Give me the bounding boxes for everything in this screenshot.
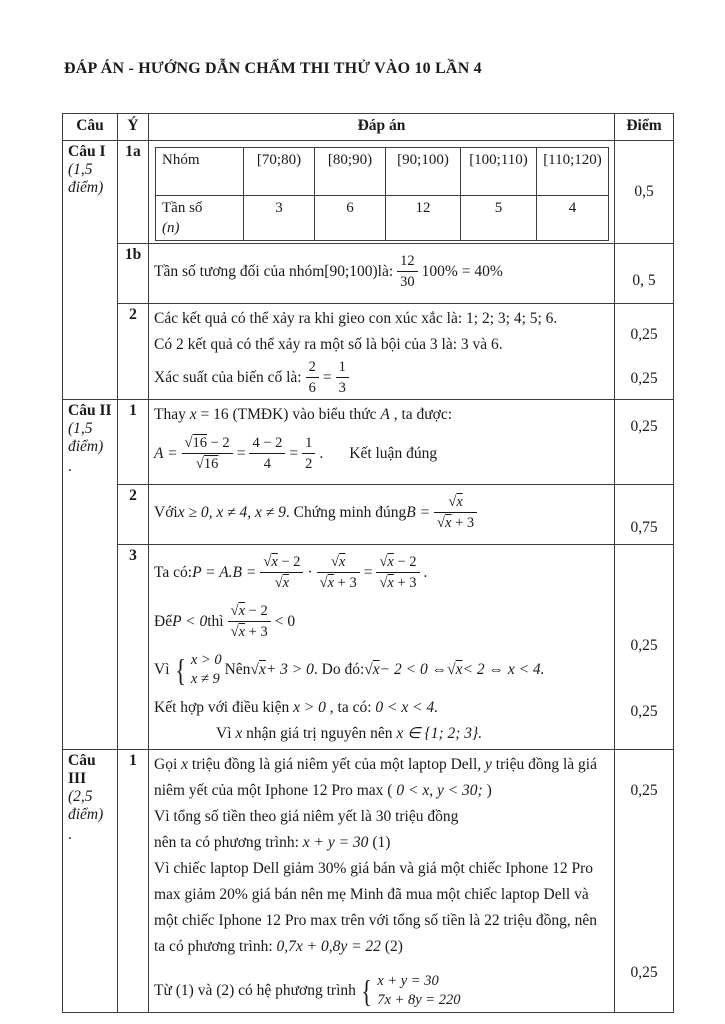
math-run: P < 0 <box>172 612 208 630</box>
question-2-name: Câu II <box>68 402 112 419</box>
text-run: (1) <box>372 834 391 851</box>
text-run: Tần số tương đối của nhóm <box>154 262 325 280</box>
part-1b-id: 1b <box>118 244 149 304</box>
fraction-numerator: 1 <box>302 434 315 454</box>
question-3-name: Câu III <box>68 752 96 787</box>
frequency-value: 5 <box>461 196 537 241</box>
fraction-numerator <box>228 602 271 622</box>
part-iii1-id: 1 <box>118 750 149 1013</box>
text-run: nhận giá trị nguyên nên <box>246 725 397 742</box>
score-ii3-cell <box>615 545 674 750</box>
math-run: x + y = 30 <box>302 834 369 851</box>
frequency-table <box>155 147 609 241</box>
score-value: 0,25 <box>630 782 658 799</box>
frequency-label-sub: (n) <box>162 220 180 236</box>
question-3-label-cell <box>63 750 118 1013</box>
radicand: x <box>387 554 394 570</box>
answer-line: Có 2 kết quả có thể xảy ra một số là bội của 3 là: 3 và 6. <box>154 336 503 353</box>
math-run: 0 < x < 4. <box>375 699 439 716</box>
table-row <box>63 400 674 485</box>
table-row <box>63 244 674 304</box>
table-row <box>63 485 674 545</box>
text-run: Thay <box>154 406 190 423</box>
question-2-dot: . <box>68 458 72 475</box>
score-value: 0,25 <box>630 370 658 387</box>
radicand: 16 <box>192 435 207 451</box>
text-run: Nên <box>224 661 251 678</box>
group-label: Nhóm <box>156 148 244 196</box>
score-iii1-cell <box>615 750 674 1013</box>
fraction <box>376 553 419 592</box>
part-2-id: 2 <box>118 304 149 400</box>
math-run: P = A.B = <box>192 563 257 581</box>
part-ii2-id: 2 <box>118 485 149 545</box>
question-1-name: Câu I <box>68 143 106 160</box>
sqrt-icon: √ <box>319 575 328 591</box>
fraction-numerator <box>434 493 477 513</box>
math-run: 0,7x + 0,8y = 22 <box>276 938 381 955</box>
radicand: x <box>282 575 290 591</box>
group-range: [100;110) <box>461 148 537 196</box>
table-row <box>63 545 674 750</box>
system-line: x > 0 <box>190 652 222 668</box>
text-run: . Chứng minh đúng <box>285 503 407 521</box>
paragraph <box>154 860 597 955</box>
text-run: Kết hợp với điều kiện <box>154 699 294 716</box>
sqrt-icon: √ <box>263 554 272 570</box>
text-run: Với <box>154 503 178 521</box>
group-range: [70;80) <box>244 148 315 196</box>
score-value: 0,5 <box>634 183 654 200</box>
fraction <box>228 602 271 641</box>
formula-line <box>154 434 609 473</box>
text-run: = 16 (TMĐK) vào biểu thức <box>200 406 381 423</box>
sqrt-icon: √ <box>448 494 457 510</box>
header-diem: Điểm <box>615 114 674 141</box>
sqrt-icon: √ <box>437 515 446 531</box>
radicand: x <box>445 515 452 531</box>
equals-sign: = <box>289 444 299 462</box>
fraction-denominator: 2 <box>305 456 313 472</box>
score-2-cell <box>615 304 674 400</box>
radicand: x <box>372 661 380 678</box>
text-run: thì <box>207 612 224 630</box>
frequency-value: 6 <box>315 196 386 241</box>
text-run: nên ta có phương trình: <box>154 834 303 851</box>
fraction-numerator: 4 − 2 <box>249 434 285 454</box>
radicand: x <box>238 603 246 619</box>
sqrt-icon: √ <box>250 661 259 678</box>
score-ii2-cell <box>615 485 674 545</box>
fraction <box>302 434 315 473</box>
text-run: Để <box>154 612 173 630</box>
text-run: triệu đồng là giá niêm yết của một laptop Dell, <box>191 756 486 773</box>
text-run: , ta được: <box>393 406 453 423</box>
score-value: 0,75 <box>630 519 658 536</box>
radicand: x <box>327 575 335 591</box>
math-run: − 2 <box>393 554 417 570</box>
frequency-value: 3 <box>244 196 315 241</box>
fraction-denominator <box>260 573 303 592</box>
table-row <box>63 750 674 1013</box>
equation-system <box>173 651 222 689</box>
sqrt-icon: √ <box>447 661 456 678</box>
score-1b-cell <box>615 244 674 304</box>
conclusion-text: Kết luận đúng <box>349 444 438 462</box>
fraction-numerator <box>182 434 233 454</box>
fraction-denominator: 6 <box>308 380 316 396</box>
header-cau: Câu <box>63 114 118 141</box>
equals-sign: = <box>236 444 246 462</box>
fraction <box>336 358 349 397</box>
frequency-value: 4 <box>537 196 609 241</box>
table-row <box>63 141 674 244</box>
score-value: 0,25 <box>630 418 658 435</box>
system-lines <box>377 972 460 1010</box>
math-run: < 0 <box>274 612 296 630</box>
math-run: + 3 <box>393 575 417 591</box>
text-run: triệu đồng là giá niêm yết của một Iphone 12 Pro max ( <box>154 756 597 799</box>
answer-ii2-cell <box>149 485 615 545</box>
math-run: − 2 <box>277 554 301 570</box>
math-run: 0 < x, y < 30; <box>396 782 483 799</box>
formula-line <box>154 493 609 532</box>
answer-line: Vì tổng số tiền theo giá niêm yết là 30 triệu đồng <box>154 808 459 825</box>
answer-1b-cell <box>149 244 615 304</box>
sqrt-icon: √ <box>230 603 239 619</box>
part-1a-id: 1a <box>118 141 149 244</box>
answer-line <box>216 721 609 747</box>
text-run: . <box>319 444 324 462</box>
part-ii3-id: 3 <box>118 545 149 750</box>
group-range: [110;120) <box>537 148 609 196</box>
fraction-denominator <box>317 573 360 592</box>
fraction-denominator <box>434 513 477 532</box>
text-run: Xác suất của biến cố là: <box>154 368 302 386</box>
equals-sign: = <box>363 563 373 581</box>
sqrt-icon: √ <box>195 456 204 472</box>
answer-key-table <box>62 113 674 1013</box>
fraction-denominator <box>182 454 233 473</box>
math-run: x <box>235 725 243 742</box>
table-row <box>63 304 674 400</box>
score-value: 0,25 <box>630 964 658 981</box>
fraction-denominator <box>228 622 271 641</box>
fraction-numerator: 12 <box>397 252 418 272</box>
radicand: x <box>387 575 394 591</box>
answer-line <box>154 695 609 721</box>
math-run: − 2 <box>207 435 230 451</box>
math-run: x <box>189 406 197 423</box>
fraction <box>434 493 477 532</box>
fraction <box>260 553 303 592</box>
radicand: x <box>271 554 278 570</box>
answer-ii3-cell <box>149 545 615 750</box>
math-run: + 3 > 0 <box>265 661 314 678</box>
sqrt-icon: √ <box>274 575 283 591</box>
math-run: [90;100) <box>324 262 378 280</box>
equation-system <box>359 972 461 1010</box>
question-3-note: (2,5 điểm) <box>68 788 104 823</box>
sqrt-icon: √ <box>184 435 193 451</box>
math-run: B = <box>406 503 431 521</box>
radicand: x <box>238 624 246 640</box>
fraction-numerator <box>317 553 360 573</box>
fraction <box>182 434 233 473</box>
fraction-denominator: 4 <box>263 456 272 472</box>
text-run: (2) <box>384 938 403 955</box>
header-y: Ý <box>118 114 149 141</box>
fraction-denominator <box>376 573 419 592</box>
math-run: < 2 ⇔ x < 4. <box>462 661 545 678</box>
radicand: x <box>338 554 346 570</box>
answer-1a-cell <box>149 141 615 244</box>
math-run: x ≥ 0, x ≠ 4, x ≠ 9 <box>177 503 286 521</box>
text-run: Từ (1) và (2) có hệ phương trình <box>154 982 356 999</box>
system-line: x + y = 30 <box>377 973 439 989</box>
group-range: [80;90) <box>315 148 386 196</box>
group-range: [90;100) <box>386 148 461 196</box>
formula-line <box>154 651 609 689</box>
formula-line <box>154 972 609 1010</box>
fraction <box>249 434 285 473</box>
fraction <box>317 553 360 592</box>
formula-line <box>154 602 609 641</box>
formula-line <box>154 358 609 397</box>
text-run: Ta có: <box>154 563 193 581</box>
score-value: 0,25 <box>630 703 658 720</box>
answer-ii1-cell <box>149 400 615 485</box>
frequency-table-group-row <box>156 148 609 196</box>
text-run: Vì chiếc laptop Dell giảm 30% giá bán và giá một chiếc Iphone 12 Pro max giảm 20% giá bán nên mẹ Minh đã mua một chiếc laptop Dell và một chiếc Iphone 12 Pro max trên với tổng số tiền là 22 triệu đồng, nên ta có phương trình: <box>154 860 597 955</box>
frequency-table-value-row <box>156 196 609 241</box>
text-run: . Do đó: <box>313 661 365 678</box>
radicand: 16 <box>203 456 219 472</box>
system-line: x ≠ 9 <box>190 671 220 687</box>
fraction-numerator: 2 <box>306 358 319 378</box>
score-value: 0,25 <box>630 637 658 654</box>
answer-line: Các kết quả có thể xảy ra khi gieo con xúc xắc là: 1; 2; 3; 4; 5; 6. <box>154 310 558 327</box>
answer-2-cell <box>149 304 615 400</box>
fraction-numerator <box>260 553 303 573</box>
question-1-label-cell <box>63 141 118 400</box>
frequency-label-text: Tần số <box>162 200 203 216</box>
math-run: x <box>181 756 189 773</box>
radicand: x <box>258 661 266 678</box>
math-run: A = <box>154 444 178 462</box>
math-run: A <box>380 406 390 423</box>
answer-line <box>154 830 609 856</box>
math-run: y <box>485 756 492 773</box>
sqrt-icon: √ <box>230 624 239 640</box>
radicand: x <box>456 494 463 510</box>
text-run: Gọi <box>154 756 182 773</box>
score-ii1-cell <box>615 400 674 485</box>
formula-line <box>154 252 609 291</box>
part-ii1-id: 1 <box>118 400 149 485</box>
brace-icon: { <box>361 973 372 1009</box>
sqrt-icon: √ <box>330 554 339 570</box>
text-run: Vì <box>216 725 236 742</box>
system-lines <box>191 651 222 689</box>
score-value: 0, 5 <box>632 272 656 289</box>
text-run: là: <box>377 262 394 280</box>
fraction-numerator <box>376 553 419 573</box>
brace-icon: { <box>174 652 186 688</box>
radicand: x <box>455 661 463 678</box>
math-run: x ∈ {1; 2; 3}. <box>396 725 483 742</box>
math-run: x > 0 <box>293 699 326 716</box>
frequency-value: 12 <box>386 196 461 241</box>
system-line: 7x + 8y = 220 <box>377 992 461 1008</box>
fraction <box>397 252 418 291</box>
frequency-label <box>156 196 244 241</box>
math-run: + 3 <box>451 515 475 531</box>
fraction-denominator: 3 <box>338 380 346 396</box>
fraction-numerator: 1 <box>336 358 349 378</box>
text-run: , ta có: <box>329 699 376 716</box>
text-run: Vì <box>154 661 170 678</box>
math-run: − 2 <box>245 603 268 619</box>
question-3-dot: . <box>68 826 72 843</box>
text-run: ) <box>486 782 492 799</box>
sqrt-icon: √ <box>364 661 373 678</box>
sqrt-icon: √ <box>379 575 388 591</box>
answer-line <box>154 402 609 428</box>
table-header-row <box>63 114 674 141</box>
question-1-note: (1,5 điểm) <box>68 161 104 196</box>
math-run: + 3 <box>334 575 357 591</box>
header-dap-an: Đáp án <box>149 114 615 141</box>
sqrt-icon: √ <box>379 554 388 570</box>
multiply-dot: · <box>307 563 313 581</box>
math-run: + 3 <box>245 624 268 640</box>
paragraph <box>154 756 597 799</box>
fraction-denominator: 30 <box>400 274 415 290</box>
score-value: 0,25 <box>630 326 658 343</box>
formula-line <box>154 553 609 592</box>
math-run: − 2 < 0 ⇔ <box>379 661 448 678</box>
question-2-note: (1,5 điểm) <box>68 420 104 455</box>
text-run: . <box>423 563 428 581</box>
answer-iii1-cell <box>149 750 615 1013</box>
page-title: ĐÁP ÁN - HƯỚNG DẪN CHẤM THI THỬ VÀO 10 LẦN 4 <box>64 60 482 77</box>
text-run: 100% = 40% <box>421 262 503 280</box>
fraction <box>306 358 319 397</box>
score-1a-cell <box>615 141 674 244</box>
question-2-label-cell <box>63 400 118 750</box>
equals-sign: = <box>322 368 332 386</box>
